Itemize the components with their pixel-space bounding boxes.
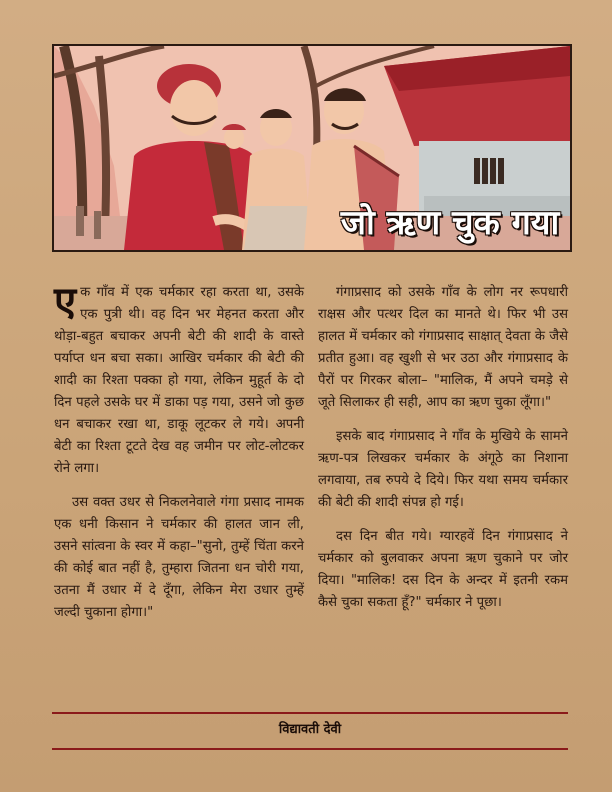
paragraph <box>54 278 304 480</box>
paragraph: इसके बाद गंगाप्रसाद ने गाँव के मुखिये के सामने ऋण-पत्र लिखकर चर्मकार के अंगूठे का निशाना लगवाया, तब रुपये दे दिये। फिर यथा समय चर्मकार की बेटी की शादी संपन्न हो गई। <box>318 429 568 510</box>
divider-top <box>52 712 568 714</box>
text-column-right <box>318 282 568 626</box>
story-title: जो ऋण चुक गया <box>340 203 560 243</box>
paragraph: दस दिन बीत गये। ग्यारहवें दिन गंगाप्रसाद ने चर्मकार को बुलवाकर अपना ऋण चुकाने पर जोर दिया। "मालिक! दस दिन के अन्दर में इतनी रकम कैसे चुका सकता हूँ?" चर्मकार ने पूछा। <box>318 529 568 610</box>
drop-cap: ए <box>54 278 77 325</box>
text-column-left <box>54 278 304 636</box>
paragraph: उस वक्त उधर से निकलनेवाले गंगा प्रसाद नामक एक धनी किसान ने चर्मकार की हालत जान ली, उसने सांत्वना के स्वर में कहा–"सुनो, तुम्हें चिंता करने की कोई बात नहीं है, तुम्हारा जितना धन चोरी गया, उतना मैं उधार में दे दूँगा, लेकिन मेरा उधार तुम्हें जल्दी चुकाना होगा।" <box>54 495 304 620</box>
paragraph-text: क गाँव में एक चर्मकार रहा करता था, उसके एक पुत्री थी। वह दिन भर मेहनत करता और थोड़ा-बहुत बचाकर अपनी बेटी की शादी के वास्ते पर्याप्त धन बचा सका। आखिर चर्मकार की बेटी की शादी का रिश्ता पक्का हो गया, लेकिन मुहूर्त के दो दिन पहले उसके घर में डाका पड़ गया, उसने जो कुछ धन बचाकर रखा था, डाकू लूटकर ले गये। अपनी बेटी का रिश्ता टूटते देख वह जमीन पर लोट-लोटकर रोने लगा। <box>54 285 304 476</box>
divider-bottom <box>52 748 568 750</box>
author-name: विद्यावती देवी <box>278 722 342 737</box>
paragraph: गंगाप्रसाद को उसके गाँव के लोग नर रूपधारी राक्षस और पत्थर दिल का मानते थे। फिर भी उस हालत में चर्मकार को गंगाप्रसाद साक्षात् देवता के जैसे प्रतीत हुआ। वह खुशी से भर उठा और गंगाप्रसाद के पैरों पर गिरकर बोला– "मालिक, मैं अपने चमड़े से जूते सिलाकर ही सही, आप का ऋण चुका लूँगा।" <box>318 285 568 410</box>
